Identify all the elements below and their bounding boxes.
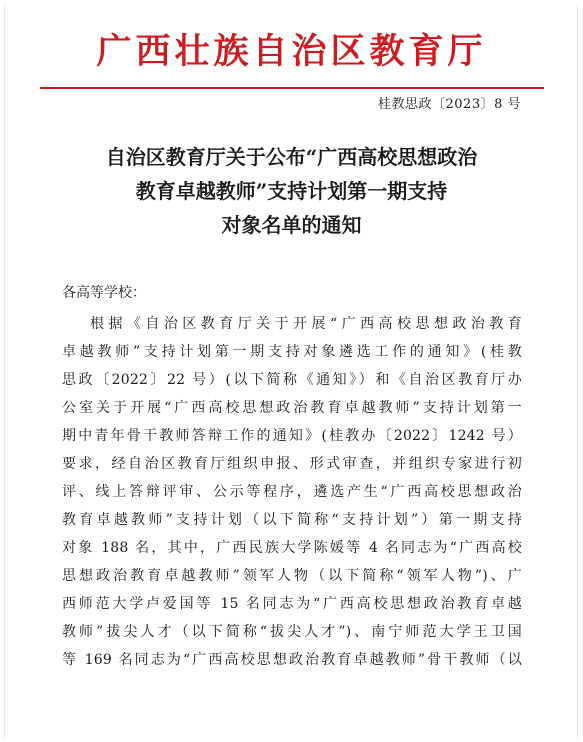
body-paragraph xyxy=(62,310,522,674)
title-line: 自治区教育厅关于公布“广西高校思想政治 xyxy=(105,145,478,169)
body-line: 评、线上答辩评审、公示等程序，遴选产生“广西高校思想政治 xyxy=(62,484,522,500)
body-line: 思想政治教育卓越教师”领军人物（以下简称“领军人物”)、广 xyxy=(62,568,522,584)
salutation: 各高等学校： xyxy=(62,285,146,301)
body-line: 西师范大学卢爱国等 15 名同志为“广西高校思想政治教育卓越 xyxy=(62,596,522,612)
red-separator-line xyxy=(40,87,544,89)
body-line: 公室关于开展“广西高校思想政治教育卓越教师”支持计划第一 xyxy=(62,400,522,416)
body-line: 期中青年骨干教师答辩工作的通知》(桂教办〔2022〕1242 号） xyxy=(62,428,522,444)
title-line: 对象名单的通知 xyxy=(221,213,362,237)
document-title xyxy=(0,140,583,242)
body-line: 要求，经自治区教育厅组织申报、形式审查，并组织专家进行初 xyxy=(62,456,522,472)
body-line: 教育卓越教师”支持计划（以下简称“支持计划”）第一期支持 xyxy=(62,512,522,528)
body-line: 卓越教师”支持计划第一期支持对象遴选工作的通知》(桂教 xyxy=(62,344,522,360)
document-number: 桂教思政〔2023〕8 号 xyxy=(378,97,521,112)
body-line: 对象 188 名，其中，广西民族大学陈媛等 4 名同志为“广西高校 xyxy=(62,540,522,556)
body-line: 根据《自治区教育厅关于开展“广西高校思想政治教育 xyxy=(90,316,522,332)
issuing-org-header: 广西壮族自治区教育厅 xyxy=(96,31,487,72)
body-line: 思政〔2022〕22 号）(以下简称《通知》）和《自治区教育厅办 xyxy=(62,372,522,388)
body-line: 教师”拔尖人才（以下简称“拔尖人才”)、南宁师范大学王卫国 xyxy=(62,624,522,640)
body-line: 等 169 名同志为“广西高校思想政治教育卓越教师”骨干教师（以 xyxy=(62,652,522,668)
title-line: 教育卓越教师”支持计划第一期支持 xyxy=(135,179,448,203)
